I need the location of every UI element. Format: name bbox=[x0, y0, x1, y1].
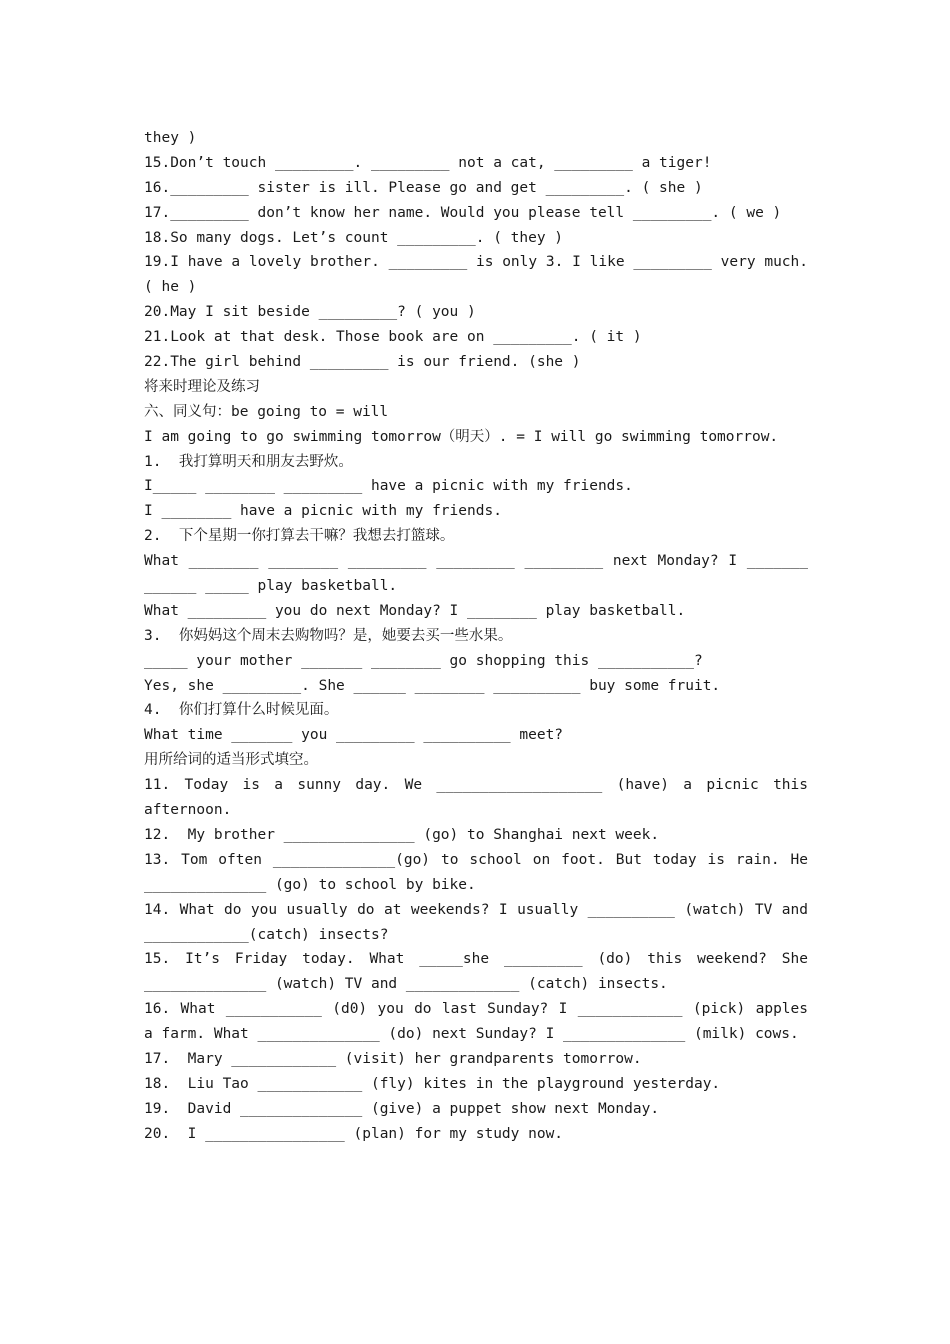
text-line: I_____ ________ _________ have a picnic with my friends. bbox=[144, 478, 633, 495]
text-line: _____ your mother _______ ________ go shopping this ___________? bbox=[144, 652, 703, 669]
text-line: What ________ ________ _________ _________ _________ next Monday? I _______ bbox=[144, 553, 808, 570]
text-line: 18.So many dogs. Let’s count _________. ( they ) bbox=[144, 229, 564, 246]
text-line: Yes, she _________. She ______ ________ __________ buy some fruit. bbox=[144, 677, 721, 694]
text-line: 14. What do you usually do at weekends? I usually __________ (watch) TV and bbox=[144, 901, 808, 918]
text-line: 15.Don’t touch _________. _________ not a cat, _________ a tiger! bbox=[144, 154, 712, 171]
text-line: 3. 你妈妈这个周末去购物吗？是，她要去买一些水果。 bbox=[144, 627, 513, 644]
text-line: 16. What ___________ (d0) you do last Sunday? I ____________ (pick) apples bbox=[144, 1001, 808, 1018]
text-line: they ) bbox=[144, 130, 197, 146]
text-line: afternoon. bbox=[144, 802, 232, 819]
text-line: 20. I ________________ (plan) for my study now. bbox=[144, 1125, 564, 1142]
text-line: 16._________ sister is ill. Please go and get _________. ( she ) bbox=[144, 179, 703, 196]
document-page bbox=[144, 126, 808, 1147]
text-line: What time _______ you _________ __________ meet? bbox=[144, 727, 564, 744]
text-line: 20.May I sit beside _________? ( you ) bbox=[144, 304, 476, 321]
text-line: ____________(catch) insects? bbox=[144, 926, 389, 943]
text-line: ______________ (watch) TV and _____________ (catch) insects. bbox=[144, 976, 668, 993]
text-line: 13. Tom often ______________(go) to school on foot. But today is rain. He bbox=[144, 851, 808, 868]
text-line: 17. Mary ____________ (visit) her grandparents tomorrow. bbox=[144, 1050, 642, 1067]
text-line: 12. My brother _______________ (go) to Shanghai next week. bbox=[144, 826, 660, 843]
text-line: 22.The girl behind _________ is our friend. (she ) bbox=[144, 354, 581, 371]
text-line: ______________ (go) to school by bike. bbox=[144, 876, 476, 893]
text-line: 用所给词的适当形式填空。 bbox=[144, 752, 318, 769]
text-line: ______ _____ play basketball. bbox=[144, 578, 398, 595]
text-line: 4. 你们打算什么时候见面。 bbox=[144, 702, 339, 719]
text-line: I am going to go swimming tomorrow（明天）. = I will go swimming tomorrow. bbox=[144, 428, 779, 445]
text-line: 15. It’s Friday today. What _____she _________ (do) this weekend? She bbox=[144, 951, 808, 968]
text-line: What _________ you do next Monday? I ________ play basketball. bbox=[144, 602, 686, 619]
text-line: 18. Liu Tao ____________ (fly) kites in the playground yesterday. bbox=[144, 1075, 721, 1092]
text-line: a farm. What ______________ (do) next Sunday? I ______________ (milk) cows. bbox=[144, 1026, 799, 1043]
text-line: 11. Today is a sunny day. We ___________________ (have) a picnic this bbox=[144, 777, 808, 794]
text-line: 19. David ______________ (give) a puppet show next Monday. bbox=[144, 1100, 660, 1117]
text-line: 将来时理论及练习 bbox=[144, 378, 260, 395]
text-line: I ________ have a picnic with my friends. bbox=[144, 503, 502, 520]
text-line: 21.Look at that desk. Those book are on _________. ( it ) bbox=[144, 329, 642, 346]
text-line: ( he ) bbox=[144, 279, 197, 296]
text-line: 六、同义句：be going to = will bbox=[144, 403, 389, 420]
text-line: 1. 我打算明天和朋友去野炊。 bbox=[144, 453, 353, 470]
text-line: 19.I have a lovely brother. _________ is only 3. I like _________ very much. bbox=[144, 254, 808, 271]
text-line: 17._________ don’t know her name. Would you please tell _________. ( we ) bbox=[144, 204, 782, 221]
text-line: 2. 下个星期一你打算去干嘛？我想去打篮球。 bbox=[144, 528, 455, 545]
